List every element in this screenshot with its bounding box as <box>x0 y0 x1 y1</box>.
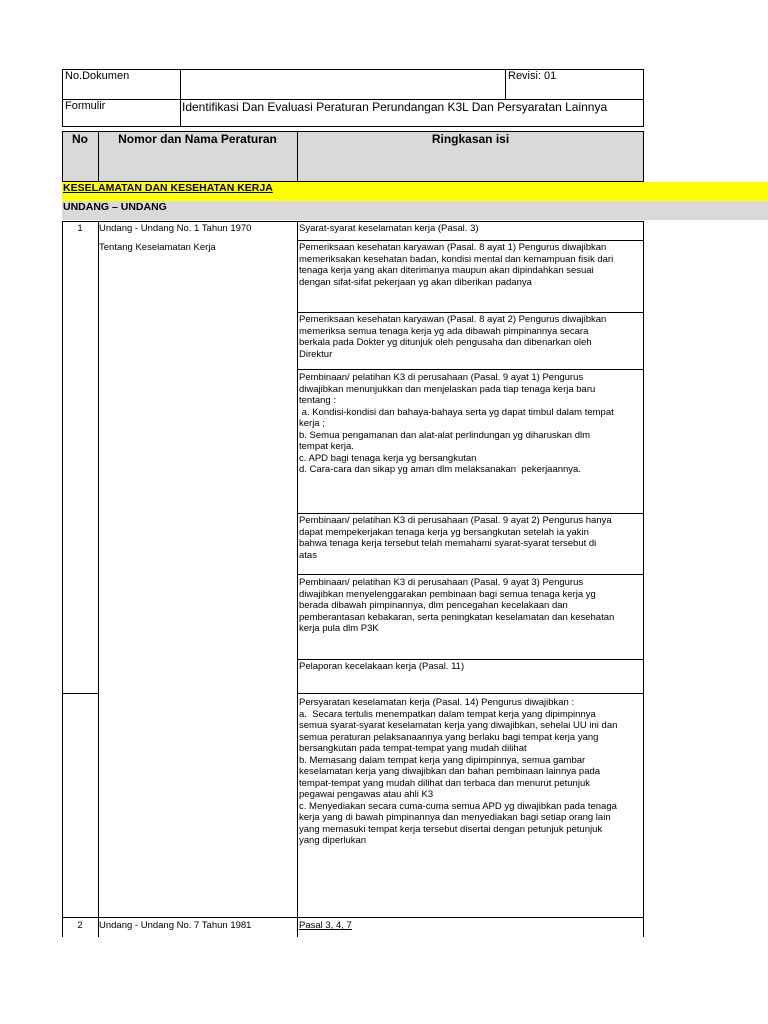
regulation-subtitle: Tentang Keselamatan Kerja <box>99 242 216 253</box>
summary-cell: Pemeriksaan kesehatan karyawan (Pasal. 8 ayat 1) Pengurus diwajibkan memeriksakan kesehatan badan, kondisi mental dan kemampuan fisik dari tenaga kerja yang akan diterimanya maupun akan dipindahkan sesuai dengan sifat-sifat pekerjaan yg akan diberikan padanya <box>299 242 614 288</box>
column-header-no: No <box>72 132 88 146</box>
section-k3-title: KESELAMATAN DAN KESEHATAN KERJA <box>63 182 273 194</box>
table-top-border <box>62 221 644 222</box>
column-divider <box>98 221 99 937</box>
summary-divider <box>297 240 644 241</box>
revisi-label: Revisi: 01 <box>508 70 557 82</box>
row-number: 2 <box>77 920 83 931</box>
summary-divider <box>297 312 644 313</box>
summary-divider <box>297 574 644 575</box>
column-divider <box>297 221 298 937</box>
no-dokumen-label: No.Dokumen <box>65 70 130 82</box>
summary-cell: Persyaratan keselamatan kerja (Pasal. 14) Pengurus diwajibkan : a. Secara tertulis menempatkan dalam tempat kerja yang dipimpinnya semua syarat-syarat keselamatan kerja yang diwajibkan, sehelai UU ini dan semua peraturan pelaksanaannya yang berlaku bagi tempat kerja yang bersangkutan pada tempat-tempat yang mudah dilihat b. Memasang dalam tempat kerja yang dipimpinnya, semua gambar keselamatan kerja yang diwajibkan dan bahan pembinaan lainnya pada tempat-tempat yang mudah dilihat dan terbaca dan menurut petunjuk pegawai pengawas atau ahli K3 c. Menyediakan secara cuma-cuma semua APD yg diwajibkan pada tenaga kerja yang di bawah pimpinannya dan menyediakan bagi setiap orang lain yang memasuki tempat kerja tersebut disertai dengan petunjuk petunjuk yang diperlukan <box>299 697 618 846</box>
summary-divider <box>297 513 644 514</box>
summary-cell: Pelaporan kecelakaan kerja (Pasal. 11) <box>299 661 465 672</box>
summary-cell: Pembinaan/ pelatihan K3 di perusahaan (Pasal. 9 ayat 1) Pengurus diwajibkan menunjukkan dan menjelaskan pada tiap tenaga kerja baru tentang : a. Kondisi-kondisi dan bahaya-bahaya serta yg dapat timbul dalam tempat kerja ; b. Semua pengamanan dan alat-alat perlindungan yg diharuskan dlm tempat kerja. c. APD bagi tenaga kerja yg bersangkutan d. Cara-cara dan sikap yg aman dlm melaksanakan pekerjaannya. <box>299 372 614 475</box>
form-title: Identifikasi Dan Evaluasi Peraturan Perundangan K3L Dan Persyaratan Lainnya <box>182 100 608 114</box>
formulir-label: Formulir <box>65 100 106 112</box>
summary-cell: Pasal 3, 4, 7 <box>299 920 352 931</box>
header-divider <box>180 99 181 127</box>
summary-cell: Pembinaan/ pelatihan K3 di perusahaan (Pasal. 9 ayat 3) Pengurus diwajibkan menyelenggarakan pembinaan bagi semua tenaga kerja yg berada dibawah pimpinannya, dlm pencegahan kecelakaan dan pemberantasan kebakaran, serta peningkatan keselamatan dan kesehatan kerja pula dlm P3K <box>299 577 615 634</box>
column-header-nomor-nama: Nomor dan Nama Peraturan <box>118 132 277 146</box>
no-dokumen-value[interactable] <box>182 70 504 98</box>
column-header-ringkasan: Ringkasan isi <box>431 132 510 146</box>
header-divider <box>180 69 181 99</box>
summary-cell: Pemeriksaan kesehatan karyawan (Pasal. 8 ayat 2) Pengurus diwajibkan memeriksa semua tenaga kerja yg ada dibawah pimpinannya secara berkala pada Dokter yg ditunjuk oleh pengusaha dan dibenarkan oleh Direktur <box>299 314 607 360</box>
summary-divider <box>297 659 644 660</box>
regulation-name: Undang - Undang No. 7 Tahun 1981 <box>99 920 252 931</box>
table-left-border <box>62 221 63 937</box>
summary-divider <box>297 693 644 694</box>
header-divider <box>505 69 506 99</box>
summary-cell: Pembinaan/ pelatihan K3 di perusahaan (Pasal. 9 ayat 2) Pengurus hanya dapat mempekerjakan tenaga kerja yg bersangkutan setelah ia yakin bahwa tenaga kerja tersebut telah memahami syarat-syarat tersebut di atas <box>299 515 612 561</box>
section-uu-band <box>62 201 768 220</box>
row-number: 1 <box>77 223 83 234</box>
summary-cell: Syarat-syarat keselamatan kerja (Pasal. 3) <box>299 223 479 234</box>
section-uu-title: UNDANG – UNDANG <box>63 201 167 213</box>
regulation-name: Undang - Undang No. 1 Tahun 1970 <box>99 223 252 234</box>
summary-divider <box>62 693 99 694</box>
row-divider <box>62 917 644 918</box>
summary-divider <box>297 369 644 370</box>
